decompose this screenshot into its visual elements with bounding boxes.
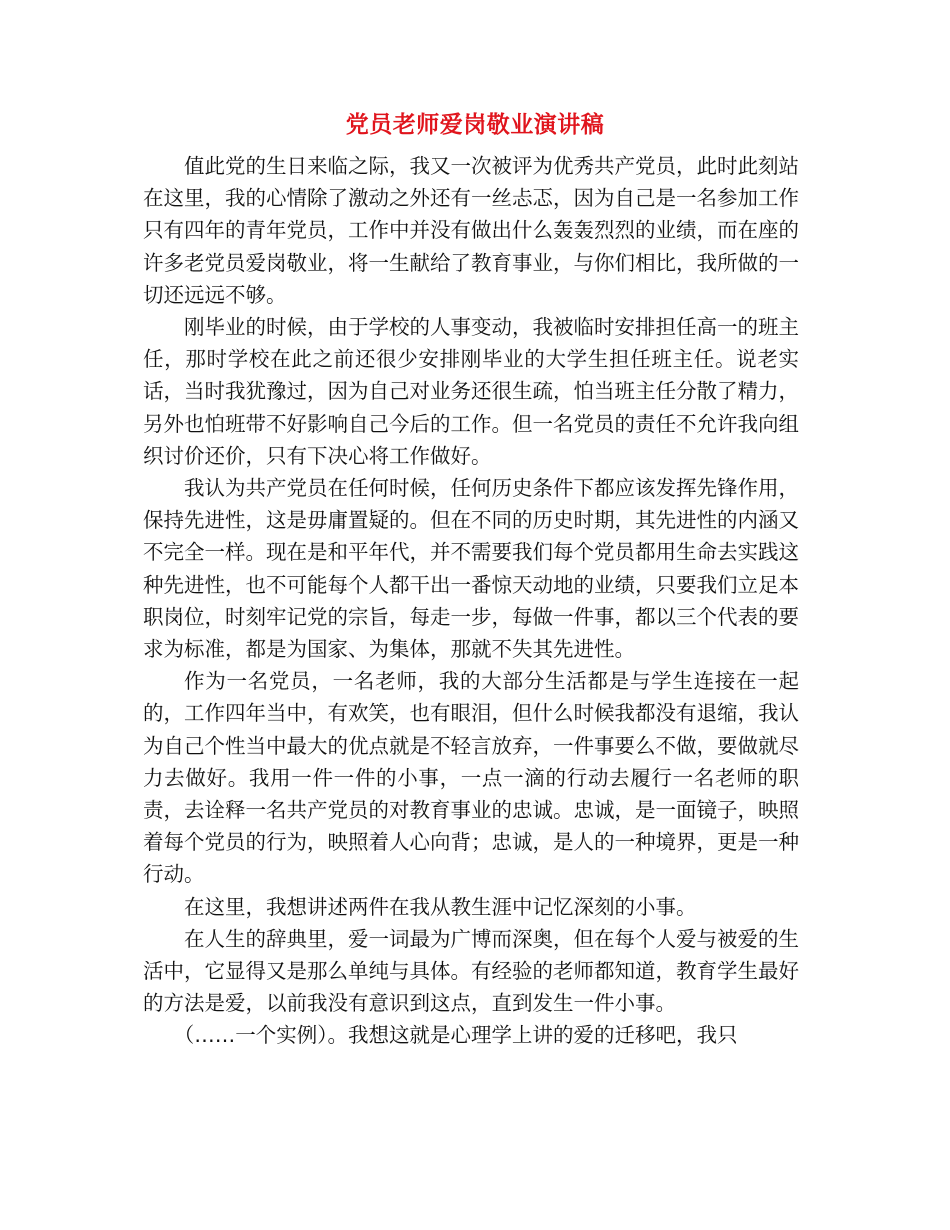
- paragraph: 我认为共产党员在任何时候，任何历史条件下都应该发挥先锋作用，保持先进性，这是毋庸置疑的。但在不同的历史时期，其先进性的内涵又不完全一样。现在是和平年代，并不需要我们每个党员都用生命去实践这种先进性，也不可能每个人都干出一番惊天动地的业绩，只要我们立足本职岗位，时刻牢记党的宗旨，每走一步，每做一件事，都以三个代表的要求为标准，都是为国家、为集体，那就不失其先进性。: [143, 476, 799, 662]
- paragraph: 刚毕业的时候，由于学校的人事变动，我被临时安排担任高一的班主任，那时学校在此之前还很少安排刚毕业的大学生担任班主任。说老实话，当时我犹豫过，因为自己对业务还很生疏，怕当班主任分散了精力，另外也怕班带不好影响自己今后的工作。但一名党员的责任不允许我向组织讨价还价，只有下决心将工作做好。: [143, 315, 799, 468]
- document-body: [143, 150, 799, 1052]
- paragraph: 在人生的辞典里，爱一词最为广博而深奥，但在每个人爱与被爱的生活中，它显得又是那么单纯与具体。有经验的老师都知道，教育学生最好的方法是爱，以前我没有意识到这点，直到发生一件小事。: [143, 926, 799, 1016]
- paragraph: 作为一名党员，一名老师，我的大部分生活都是与学生连接在一起的，工作四年当中，有欢笑，也有眼泪，但什么时候我都没有退缩，我认为自己个性当中最大的优点就是不轻言放弃，一件事要么不做，要做就尽力去做好。我用一件一件的小事，一点一滴的行动去履行一名老师的职责，去诠释一名共产党员的对教育事业的忠诚。忠诚，是一面镜子，映照着每个党员的行为，映照着人心向背；忠诚，是人的一种境界，更是一种行动。: [143, 669, 799, 887]
- document-title: 党员老师爱岗敬业演讲稿: [345, 111, 605, 138]
- paragraph: （……一个实例）。我想这就是心理学上讲的爱的迁移吧，我只: [173, 1023, 738, 1048]
- paragraph: 在这里，我想讲述两件在我从教生涯中记忆深刻的小事。: [184, 894, 697, 919]
- paragraph: 值此党的生日来临之际，我又一次被评为优秀共产党员，此时此刻站在这里，我的心情除了激动之外还有一丝忐忑，因为自己是一名参加工作只有四年的青年党员，工作中并没有做出什么轰轰烈烈的业绩，而在座的许多老党员爱岗敬业，将一生献给了教育事业，与你们相比，我所做的一切还远远不够。: [143, 154, 799, 307]
